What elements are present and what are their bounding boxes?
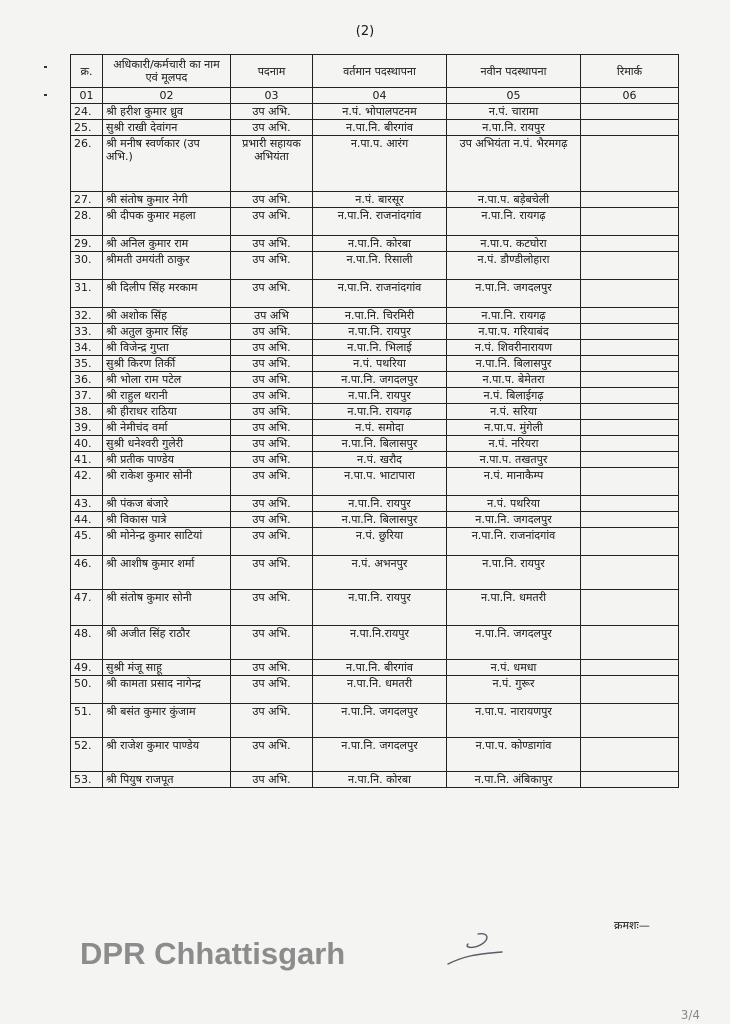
current-posting-cell: न.पा.नि. बिलासपुर [313,436,447,452]
new-posting-cell: न.पा.प. बड़ेबचेली [447,192,581,208]
new-posting-cell: न.पं. पथरिया [447,496,581,512]
new-posting-cell: न.पा.नि. जगदलपुर [447,280,581,308]
remark-cell [581,496,679,512]
remark-cell [581,528,679,556]
new-posting-cell: उप अभियंता न.पं. भैरमगढ़ [447,136,581,192]
designation-cell: प्रभारी सहायक अभियंता [231,136,313,192]
remark-cell [581,388,679,404]
serial-cell: 35. [71,356,103,372]
current-posting-cell: न.पा.नि. रायपुर [313,496,447,512]
current-posting-cell: न.पा.प. भाटापारा [313,468,447,496]
serial-cell: 38. [71,404,103,420]
name-cell: श्री बसंत कुमार कुंजाम [103,704,231,738]
table-row [71,252,679,280]
name-cell: श्री राहुल थरानी [103,388,231,404]
remark-cell [581,252,679,280]
serial-cell: 48. [71,626,103,660]
name-cell: श्री विकास पात्रे [103,512,231,528]
designation-cell: उप अभि. [231,512,313,528]
new-posting-cell: न.पं. डौण्डीलोहारा [447,252,581,280]
new-posting-cell: न.पा.नि. धमतरी [447,590,581,626]
name-cell: श्रीमती उमयंती ठाकुर [103,252,231,280]
name-cell: श्री विजेन्द्र गुप्ता [103,340,231,356]
col-header-name: अधिकारी/कर्मचारी का नाम एवं मूलपद [103,55,231,88]
new-posting-cell: न.पा.प. गरियाबंद [447,324,581,340]
table-row [71,556,679,590]
current-posting-cell: न.पा.नि. जगदलपुर [313,704,447,738]
serial-cell: 27. [71,192,103,208]
new-posting-cell: न.पा.नि. रायगढ़ [447,308,581,324]
table-row [71,496,679,512]
name-cell: सुश्री मंजू साहू [103,660,231,676]
remark-cell [581,280,679,308]
name-cell: श्री अनिल कुमार राम [103,236,231,252]
table-row [71,468,679,496]
table-row [71,340,679,356]
current-posting-cell: न.पं. भोपालपटनम [313,104,447,120]
table-row [71,372,679,388]
designation-cell: उप अभि. [231,192,313,208]
column-number: 02 [103,88,231,104]
serial-cell: 31. [71,280,103,308]
table-row [71,280,679,308]
name-cell: श्री राजेश कुमार पाण्डेय [103,738,231,772]
serial-cell: 30. [71,252,103,280]
name-cell: श्री भोला राम पटेल [103,372,231,388]
current-posting-cell: न.पं. छुरिया [313,528,447,556]
current-posting-cell: न.पं. समोदा [313,420,447,436]
new-posting-cell: न.पं. शिवरीनारायण [447,340,581,356]
name-cell: श्री कामता प्रसाद नागेन्द्र [103,676,231,704]
designation-cell: उप अभि. [231,772,313,788]
serial-cell: 41. [71,452,103,468]
name-cell: सुश्री राखी देवांगन [103,120,231,136]
serial-cell: 36. [71,372,103,388]
name-cell: सुश्री किरण तिर्की [103,356,231,372]
designation-cell: उप अभि. [231,104,313,120]
new-posting-cell: न.पा.प. कटघोरा [447,236,581,252]
name-cell: श्री अजीत सिंह राठौर [103,626,231,660]
name-cell: श्री दिलीप सिंह मरकाम [103,280,231,308]
current-posting-cell: न.पं. अभनपुर [313,556,447,590]
table-row [71,772,679,788]
new-posting-cell: न.पं. बिलाईगढ़ [447,388,581,404]
name-cell: श्री हीराधर राठिया [103,404,231,420]
designation-cell: उप अभि. [231,556,313,590]
serial-cell: 40. [71,436,103,452]
name-cell: श्री पियुष राजपूत [103,772,231,788]
serial-cell: 46. [71,556,103,590]
margin-mark [44,66,47,68]
table-row [71,308,679,324]
name-cell: श्री नेमीचंद वर्मा [103,420,231,436]
column-number: 06 [581,88,679,104]
remark-cell [581,324,679,340]
new-posting-cell: न.पा.नि. रायपुर [447,556,581,590]
serial-cell: 28. [71,208,103,236]
new-posting-cell: न.पं. मानाकैम्प [447,468,581,496]
new-posting-cell: न.पा.नि. जगदलपुर [447,512,581,528]
remark-cell [581,626,679,660]
current-posting-cell: न.पा.नि. राजनांदगांव [313,208,447,236]
name-cell: श्री अतुल कुमार सिंह [103,324,231,340]
new-posting-cell: न.पा.नि. राजनांदगांव [447,528,581,556]
column-number-row [71,88,679,104]
serial-cell: 39. [71,420,103,436]
remark-cell [581,420,679,436]
table-row [71,420,679,436]
new-posting-cell: न.पं. सरिया [447,404,581,420]
current-posting-cell: न.पा.नि. रिसाली [313,252,447,280]
current-posting-cell: न.पा.नि. बीरगांव [313,120,447,136]
table-row [71,452,679,468]
table-row [71,528,679,556]
column-number: 03 [231,88,313,104]
current-posting-cell: न.पा.नि. बीरगांव [313,660,447,676]
remark-cell [581,436,679,452]
table-row [71,676,679,704]
new-posting-cell: न.पं. चारामा [447,104,581,120]
designation-cell: उप अभि. [231,590,313,626]
column-number: 05 [447,88,581,104]
serial-cell: 49. [71,660,103,676]
column-number: 04 [313,88,447,104]
new-posting-cell: न.पा.नि. बिलासपुर [447,356,581,372]
name-cell: श्री संतोष कुमार सोनी [103,590,231,626]
designation-cell: उप अभि. [231,468,313,496]
table-row [71,704,679,738]
serial-cell: 29. [71,236,103,252]
serial-cell: 25. [71,120,103,136]
new-posting-cell: न.पं. नरियरा [447,436,581,452]
name-cell: श्री अशोक सिंह [103,308,231,324]
serial-cell: 45. [71,528,103,556]
remark-cell [581,356,679,372]
col-header-remark: रिमार्क [581,55,679,88]
serial-cell: 24. [71,104,103,120]
remark-cell [581,772,679,788]
name-cell: श्री आशीष कुमार शर्मा [103,556,231,590]
designation-cell: उप अभि. [231,420,313,436]
col-header-serial: क्र. [71,55,103,88]
new-posting-cell: न.पा.नि. अंबिकापुर [447,772,581,788]
new-posting-cell: न.पा.प. कोण्डागांव [447,738,581,772]
name-cell: सुश्री धनेश्वरी गुलेरी [103,436,231,452]
column-number: 01 [71,88,103,104]
new-posting-cell: न.पं. गुरूर [447,676,581,704]
remark-cell [581,192,679,208]
table-row [71,388,679,404]
name-cell: श्री हरीश कुमार ध्रुव [103,104,231,120]
designation-cell: उप अभि. [231,660,313,676]
new-posting-cell: न.पा.नि. रायपुर [447,120,581,136]
designation-cell: उप अभि. [231,436,313,452]
table-row [71,120,679,136]
table-row [71,324,679,340]
current-posting-cell: न.पा.नि. बिलासपुर [313,512,447,528]
name-cell: श्री पंकज बंजारे [103,496,231,512]
new-posting-cell: न.पं. धमधा [447,660,581,676]
table-row [71,356,679,372]
remark-cell [581,590,679,626]
col-header-designation: पदनाम [231,55,313,88]
remark-cell [581,372,679,388]
remark-cell [581,704,679,738]
watermark: DPR Chhattisgarh [80,936,346,971]
serial-cell: 51. [71,704,103,738]
new-posting-cell: न.पा.प. नारायणपुर [447,704,581,738]
designation-cell: उप अभि. [231,356,313,372]
designation-cell: उप अभि. [231,340,313,356]
page-number: (2) [355,24,375,39]
current-posting-cell: न.पं. पथरिया [313,356,447,372]
table-row [71,236,679,252]
serial-cell: 33. [71,324,103,340]
remark-cell [581,556,679,590]
table-row [71,404,679,420]
current-posting-cell: न.पा.नि.रायपुर [313,626,447,660]
current-posting-cell: न.पा.नि. जगदलपुर [313,372,447,388]
designation-cell: उप अभि. [231,372,313,388]
remark-cell [581,120,679,136]
col-header-new-posting: नवीन पदस्थापना [447,55,581,88]
name-cell: श्री संतोष कुमार नेगी [103,192,231,208]
designation-cell: उप अभि. [231,236,313,252]
current-posting-cell: न.पं. बारसूर [313,192,447,208]
table-row [71,104,679,120]
serial-cell: 32. [71,308,103,324]
name-cell: श्री मनीष स्वर्णकार (उप अभि.) [103,136,231,192]
serial-cell: 52. [71,738,103,772]
designation-cell: उप अभि. [231,280,313,308]
designation-cell: उप अभि. [231,704,313,738]
table-header-row [71,55,679,88]
remark-cell [581,676,679,704]
current-posting-cell: न.पं. खरौद [313,452,447,468]
table-row [71,136,679,192]
designation-cell: उप अभि. [231,120,313,136]
name-cell: श्री मोनेन्द्र कुमार साटियां [103,528,231,556]
current-posting-cell: न.पा.नि. रायगढ़ [313,404,447,420]
serial-cell: 47. [71,590,103,626]
current-posting-cell: न.पा.नि. राजनांदगांव [313,280,447,308]
remark-cell [581,468,679,496]
designation-cell: उप अभि. [231,738,313,772]
name-cell: श्री दीपक कुमार महला [103,208,231,236]
name-cell: श्री प्रतीक पाण्डेय [103,452,231,468]
current-posting-cell: न.पा.नि. रायपुर [313,590,447,626]
new-posting-cell: न.पा.प. तखतपुर [447,452,581,468]
designation-cell: उप अभि. [231,676,313,704]
designation-cell: उप अभि. [231,388,313,404]
designation-cell: उप अभि. [231,626,313,660]
col-header-current-posting: वर्तमान पदस्थापना [313,55,447,88]
remark-cell [581,208,679,236]
serial-cell: 26. [71,136,103,192]
table-row [71,660,679,676]
new-posting-cell: न.पा.प. बेमेतरा [447,372,581,388]
table-row [71,208,679,236]
designation-cell: उप अभि. [231,324,313,340]
table-row [71,590,679,626]
remark-cell [581,660,679,676]
remark-cell [581,452,679,468]
table-row [71,626,679,660]
designation-cell: उप अभि. [231,404,313,420]
remark-cell [581,308,679,324]
table-row [71,192,679,208]
current-posting-cell: न.पा.नि. जगदलपुर [313,738,447,772]
remark-cell [581,512,679,528]
name-cell: श्री राकेश कुमार सोनी [103,468,231,496]
remark-cell [581,236,679,252]
current-posting-cell: न.पा.नि. रायपुर [313,324,447,340]
designation-cell: उप अभि. [231,528,313,556]
serial-cell: 50. [71,676,103,704]
designation-cell: उप अभि. [231,252,313,280]
current-posting-cell: न.पा.नि. कोरबा [313,236,447,252]
current-posting-cell: न.पा.नि. भिलाई [313,340,447,356]
designation-cell: उप अभि. [231,496,313,512]
current-posting-cell: न.पा.नि. रायपुर [313,388,447,404]
serial-cell: 43. [71,496,103,512]
table-row [71,512,679,528]
table-row [71,738,679,772]
serial-cell: 53. [71,772,103,788]
new-posting-cell: न.पा.प. मुंगेली [447,420,581,436]
serial-cell: 44. [71,512,103,528]
new-posting-cell: न.पा.नि. रायगढ़ [447,208,581,236]
signature-mark [440,930,510,972]
transfer-table [70,54,679,788]
page-footer: 3/4 [680,1008,700,1022]
serial-cell: 37. [71,388,103,404]
remark-cell [581,404,679,420]
continued-label: क्रमशः— [614,919,650,932]
new-posting-cell: न.पा.नि. जगदलपुर [447,626,581,660]
remark-cell [581,340,679,356]
current-posting-cell: न.पा.प. आरंग [313,136,447,192]
current-posting-cell: न.पा.नि. कोरबा [313,772,447,788]
margin-mark [44,94,47,96]
current-posting-cell: न.पा.नि. धमतरी [313,676,447,704]
designation-cell: उप अभि. [231,452,313,468]
serial-cell: 34. [71,340,103,356]
current-posting-cell: न.पा.नि. चिरमिरी [313,308,447,324]
designation-cell: उप अभि. [231,208,313,236]
serial-cell: 42. [71,468,103,496]
table-row [71,436,679,452]
remark-cell [581,136,679,192]
remark-cell [581,738,679,772]
designation-cell: उप अभि [231,308,313,324]
remark-cell [581,104,679,120]
